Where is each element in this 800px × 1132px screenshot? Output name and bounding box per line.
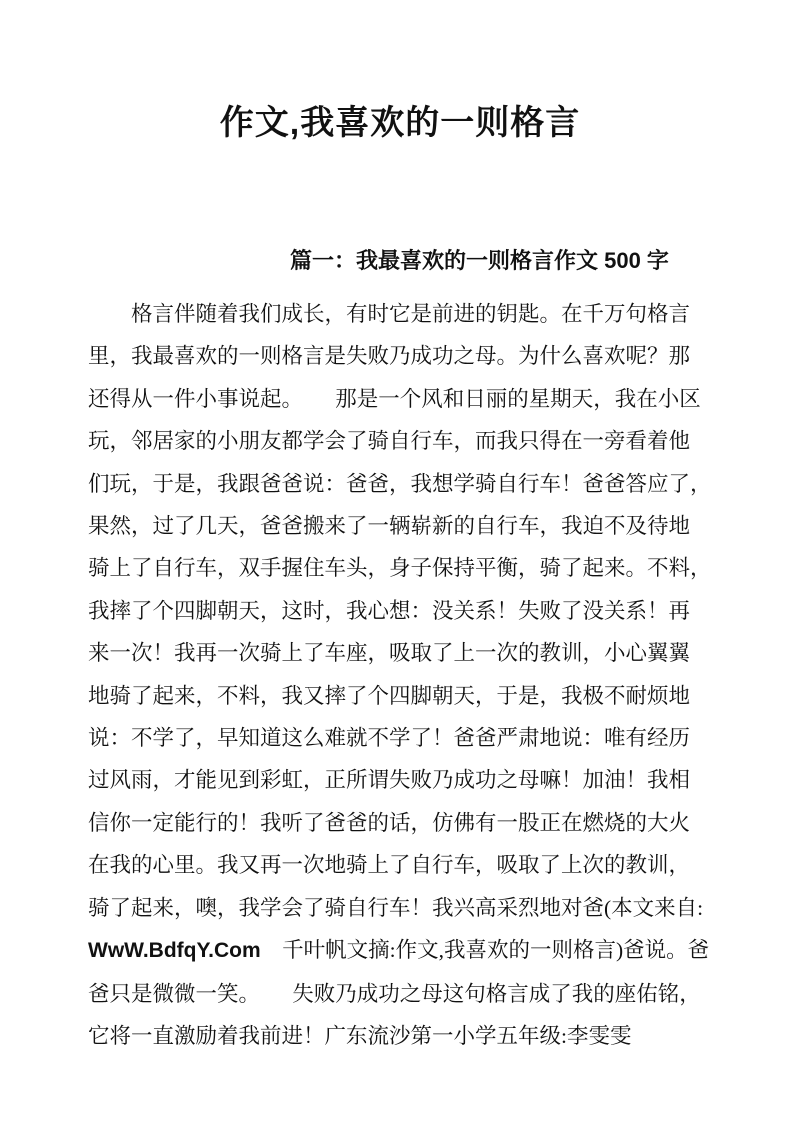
body-text: 它将一直激励着我前进！广东流沙第一小学五年级:李雯雯: [88, 1023, 632, 1048]
body-text: 过风雨，才能见到彩虹，正所谓失败乃成功之母嘛！加油！我相: [88, 768, 691, 793]
body-line: [88, 293, 720, 335]
body-text: 还得从一件小事说起。 那是一个风和日丽的星期天，我在小区: [88, 386, 701, 411]
body-text: 来一次！我再一次骑上了车座，吸取了上一次的教训，小心翼翼: [88, 641, 691, 666]
body-text: 格言伴随着我们成长，有时它是前进的钥匙。在千万句格言: [88, 302, 691, 326]
body-line: [88, 844, 720, 886]
body-text: 千叶帆文摘:作文,我喜欢的一则格言)爸说。爸: [260, 938, 710, 963]
body-line: [88, 632, 720, 674]
body-text: 果然，过了几天，爸爸搬来了一辆崭新的自行车，我迫不及待地: [88, 514, 691, 539]
section-heading: 篇一：我最喜欢的一则格言作文 500 字: [290, 248, 669, 273]
body-line: [88, 1015, 720, 1057]
body-line: [88, 675, 720, 717]
body-line: [88, 335, 720, 377]
body-line: [88, 378, 720, 420]
body-text: 里，我最喜欢的一则格言是失败乃成功之母。为什么喜欢呢？那: [88, 344, 691, 369]
body-line: [88, 973, 720, 1015]
body-line: [88, 802, 720, 844]
body-text: 在我的心里。我又再一次地骑上了自行车，吸取了上次的教训，: [88, 853, 691, 878]
body-text: 说：不学了，早知道这么难就不学了！爸爸严肃地说：唯有经历: [88, 726, 691, 751]
site-watermark: WwW.BdfqY.Com: [88, 939, 261, 963]
body-line: [88, 887, 720, 929]
body-line: [88, 547, 720, 589]
body-text: 们玩，于是，我跟爸爸说：爸爸，我想学骑自行车！爸爸答应了，: [88, 471, 712, 496]
body-line: [88, 505, 720, 547]
body-line: [88, 759, 720, 801]
body-text: 我摔了个四脚朝天，这时，我心想：没关系！失败了没关系！再: [88, 598, 691, 623]
body-line: [88, 420, 720, 462]
body-text: 骑上了自行车，双手握住车头，身子保持平衡，骑了起来。不料，: [88, 556, 712, 581]
body-line: [88, 717, 720, 759]
essay-body: [88, 293, 720, 1057]
body-text: 玩，邻居家的小朋友都学会了骑自行车，而我只得在一旁看着他: [88, 429, 691, 454]
body-text: 爸只是微微一笑。 失败乃成功之母这句格言成了我的座佑铭，: [88, 981, 701, 1006]
body-text: 骑了起来，噢，我学会了骑自行车！我兴高采烈地对爸(本文来自:: [88, 895, 704, 920]
body-line: [88, 929, 720, 972]
body-line: [88, 590, 720, 632]
body-line: [88, 463, 720, 505]
document-title: 作文,我喜欢的一则格言: [219, 104, 581, 142]
body-text: 地骑了起来，不料，我又摔了个四脚朝天，于是，我极不耐烦地: [88, 683, 691, 708]
body-text: 信你一定能行的！我听了爸爸的话，仿佛有一股正在燃烧的大火: [88, 810, 691, 835]
